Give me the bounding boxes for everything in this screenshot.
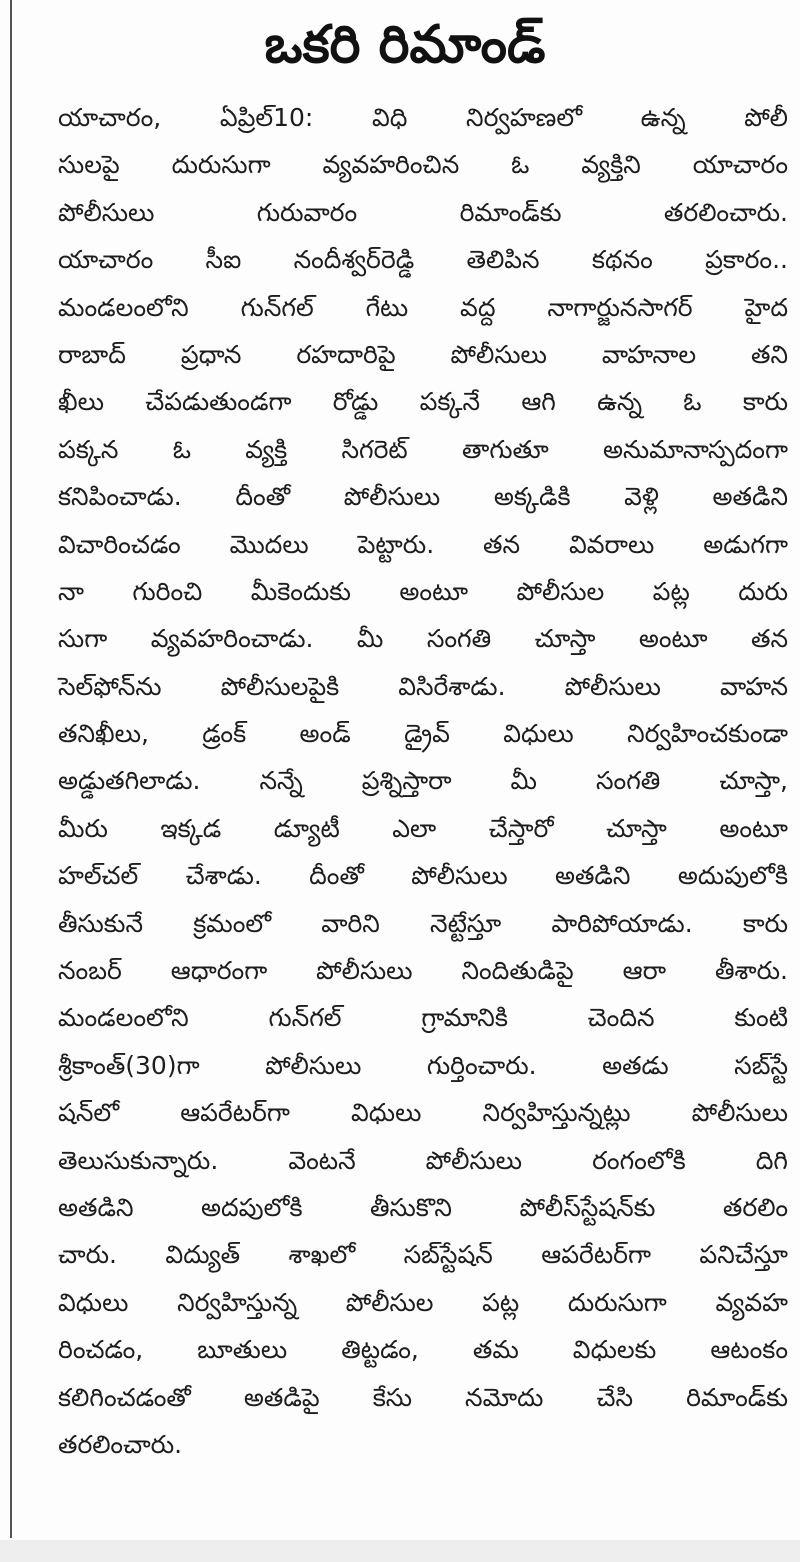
bottom-margin bbox=[0, 1540, 800, 1562]
article-line: విధులు నిర్వహిస్తున్న పోలీసుల పట్ల దురుసుగా వ్యవహ bbox=[58, 1287, 788, 1317]
article-line: కనిపించాడు. దీంతో పోలీసులు అక్కడికి వెళ్లి అతడిని bbox=[58, 482, 788, 512]
article-line: ఖీలు చేపడుతుండగా రోడ్డు పక్కనే ఆగి ఉన్న ఓ కారు bbox=[58, 387, 788, 417]
article-line: హల్‌చల్ చేశాడు. దీంతో పోలీసులు అతడిని అదుపులోకి bbox=[58, 861, 788, 891]
article-line: మీరు ఇక్కడ డ్యూటీ ఎలా చేస్తారో చూస్తా అంటూ bbox=[58, 813, 788, 843]
article-line: అడ్డుతగిలాడు. నన్నే ప్రశ్నిస్తారా మీ సంగతి చూస్తా, bbox=[58, 766, 788, 796]
article-line: షన్‌లో ఆపరేటర్‌గా విధులు నిర్వహిస్తున్నట్లు పోలీసులు bbox=[58, 1098, 788, 1128]
article-line: అతడిని అదపులోకి తీసుకొని పోలీస్‌స్టేషన్‌కు తరలిం bbox=[58, 1192, 788, 1222]
article-line: సుగా వ్యవహరించాడు. మీ సంగతి చూస్తా అంటూ తన bbox=[58, 624, 788, 654]
headline: ఒకరి రిమాండ్ bbox=[264, 15, 546, 75]
article-line: యాచారం, ఏప్రిల్10: విధి నిర్వహణలో ఉన్న పోలీ bbox=[58, 103, 788, 132]
article-line: రాబాద్ ప్రధాన రహదారిపై పోలీసులు వాహనాల తని bbox=[58, 339, 788, 369]
article-line: శ్రీకాంత్(30)గా పోలీసులు గుర్తించారు. అతడు సబ్‌స్టే bbox=[58, 1050, 788, 1080]
column-rule bbox=[10, 0, 12, 1538]
article-line: చారు. విద్యుత్ శాఖలో సబ్‌స్టేషన్ ఆపరేటర్‌గా పనిచేస్తూ bbox=[58, 1240, 788, 1270]
article-line: తనిఖీలు, డ్రంక్ అండ్ డ్రైవ్ విధులు నిర్వహించకుండా bbox=[58, 719, 788, 749]
article-line: సులపై దురుసుగా వ్యవహరించిన ఓ వ్యక్తిని యాచారం bbox=[58, 150, 788, 180]
article-line: సెల్‌ఫోన్‌ను పోలీసులపైకి విసిరేశాడు. పోలీసులు వాహన bbox=[58, 671, 788, 701]
article-line: తెలుసుకున్నారు. వెంటనే పోలీసులు రంగంలోకి దిగి bbox=[58, 1145, 788, 1175]
article-line: కలిగించడంతో అతడిపై కేసు నమోదు చేసి రిమాండ్‌కు bbox=[58, 1382, 788, 1412]
article-line: నా గురించి మీకెందుకు అంటూ పోలీసుల పట్ల దురు bbox=[58, 576, 788, 606]
article-line: పక్కన ఓ వ్యక్తి సిగరెట్ తాగుతూ అనుమానాస్పదంగా bbox=[58, 434, 788, 464]
article-line: మండలంలోని గున్‌గల్ గ్రామానికి చెందిన కుంటి bbox=[58, 1003, 788, 1033]
article-line: యాచారం సీఐ నందీశ్వర్‌రెడ్డి తెలిపిన కథనం ప్రకారం.. bbox=[58, 245, 788, 275]
article-line: తీసుకునే క్రమంలో వారిని నెట్టేస్తూ పారిపోయాడు. కారు bbox=[58, 908, 788, 938]
article-line: నంబర్ ఆధారంగా పోలీసులు నిందితుడిపై ఆరా తీశారు. bbox=[58, 956, 788, 986]
article-line: విచారించడం మొదలు పెట్టారు. తన వివరాలు అడుగగా bbox=[58, 529, 788, 559]
article-line: తరలించారు. bbox=[58, 1429, 183, 1459]
article-body bbox=[58, 94, 788, 1468]
article-line: మండలంలోని గున్‌గల్ గేటు వద్ద నాగార్జునసాగర్ హైద bbox=[58, 292, 788, 322]
article-line: రించడం, బూతులు తిట్టడం, తమ విధులకు ఆటంకం bbox=[58, 1335, 788, 1365]
article-line: పోలీసులు గురువారం రిమాండ్‌కు తరలించారు. bbox=[58, 197, 788, 227]
